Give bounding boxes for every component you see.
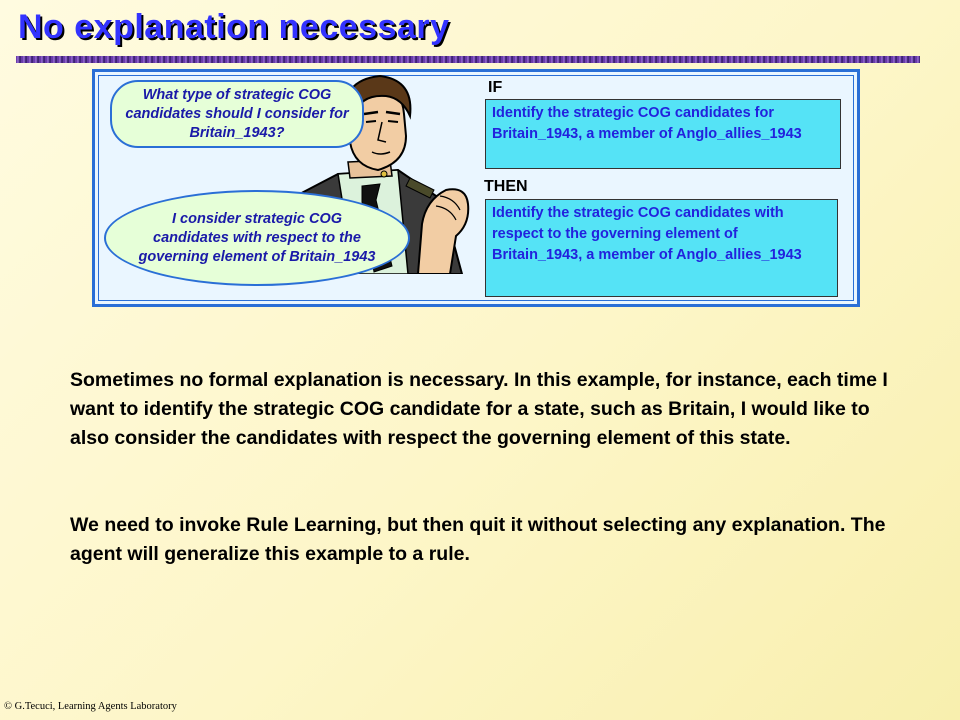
if-condition-text: Identify the strategic COG candidates for Britain_1943, a member of Anglo_allies_1943 xyxy=(492,105,802,142)
answer-bubble-text: I consider strategic COG candidates with respect to the governing element of Britain_1943 xyxy=(138,210,376,265)
then-label: THEN xyxy=(484,178,528,195)
then-conclusion-box xyxy=(485,199,838,297)
body-paragraph-2: We need to invoke Rule Learning, but then quit it without selecting any explanation. The agent will generalize this example to a rule. xyxy=(70,514,886,565)
copyright-symbol: © xyxy=(4,701,12,712)
body-paragraph-1: Sometimes no formal explanation is necessary. In this example, for instance, each time I want to identify the strategic COG candidate for a state, such as Britain, I would like to also consider the candidates with respect the governing element of this state. xyxy=(70,369,888,449)
then-conclusion-text: Identify the strategic COG candidates with respect to the governing element of Britain_1943, a member of Anglo_allies_1943 xyxy=(492,205,802,263)
question-bubble-text: What type of strategic COG candidates should I consider for Britain_1943? xyxy=(125,86,349,141)
question-speech-bubble xyxy=(110,80,364,148)
if-condition-box xyxy=(485,99,841,169)
answer-thought-bubble xyxy=(104,190,410,286)
copyright-footer xyxy=(4,701,177,712)
page-title: No explanation necessary xyxy=(18,8,450,46)
if-label: IF xyxy=(488,79,503,96)
copyright-text: G.Tecuci, Learning Agents Laboratory xyxy=(14,701,177,712)
title-underline-bar xyxy=(16,56,920,63)
